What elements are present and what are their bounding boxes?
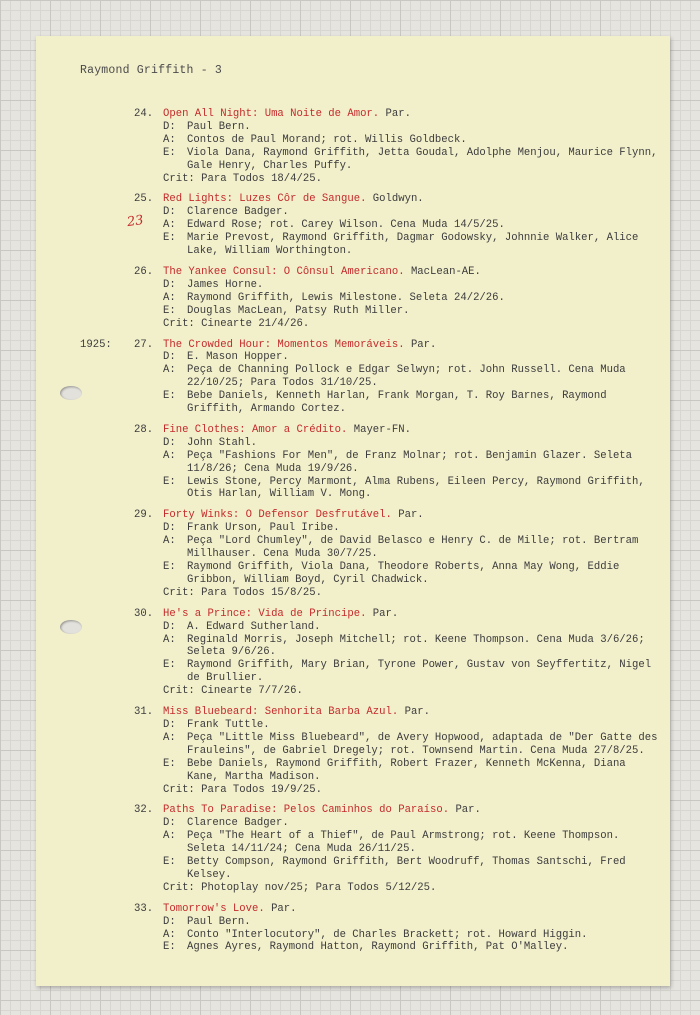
entry-heading: [163, 193, 660, 206]
credit-label: A:: [163, 633, 176, 646]
credit-line: [163, 318, 660, 331]
studio: Par.: [410, 338, 437, 351]
entry-heading: [163, 424, 660, 437]
credit-label: D:: [163, 915, 176, 928]
credit-label: A:: [163, 731, 176, 744]
credit-label: A:: [163, 219, 176, 232]
credit-label: D:: [163, 436, 176, 449]
credit-text: Frank Urson, Paul Iribe.: [187, 522, 340, 535]
credit-line: [163, 941, 660, 954]
credit-line: [163, 659, 660, 685]
entry-heading: [163, 509, 660, 522]
credit-text: Conto "Interlocutory", de Charles Brackett; rot. Howard Higgin.: [187, 928, 588, 941]
credit-line: [163, 587, 660, 600]
page-header: Raymond Griffith - 3: [80, 64, 223, 77]
studio: Mayer-FN.: [353, 423, 411, 436]
studio: Par.: [398, 509, 424, 522]
credit-label: A:: [163, 291, 176, 304]
entry-number: 27.: [134, 338, 154, 351]
credit-label: D:: [163, 620, 176, 633]
film-title: Forty Winks: O Defensor Desfrutável.: [163, 509, 392, 522]
filmography-list: [36, 108, 670, 962]
credit-label: D:: [163, 120, 176, 133]
credit-line: [163, 784, 660, 797]
entry-heading: [163, 108, 660, 121]
entry-number: 33.: [134, 902, 154, 915]
credit-line: [163, 134, 660, 147]
credit-text: Raymond Griffith, Lewis Milestone. Seleta 24/2/26.: [187, 291, 505, 304]
credit-label: D:: [163, 351, 176, 364]
credit-line: [163, 206, 660, 219]
credit-line: [163, 450, 660, 476]
film-entry: [36, 108, 670, 185]
entry-number: 30.: [134, 607, 154, 620]
studio: Par.: [455, 804, 481, 817]
credit-label: E:: [163, 856, 176, 869]
credit-line: [163, 621, 660, 634]
credit-text: E. Mason Hopper.: [187, 351, 289, 364]
credit-line: [163, 719, 660, 732]
film-entry: [36, 608, 670, 698]
entry-number: 26.: [134, 265, 154, 278]
credit-line: [163, 351, 660, 364]
credit-text: Crit: Para Todos 18/4/25.: [163, 172, 322, 185]
handwritten-margin-note: 23: [126, 212, 145, 231]
credit-text: Crit: Cinearte 21/4/26.: [163, 317, 310, 330]
credit-line: [163, 929, 660, 942]
entry-heading: [163, 804, 660, 817]
credit-label: A:: [163, 449, 176, 462]
film-title: Fine Clothes: Amor a Crédito.: [163, 423, 348, 436]
entry-number: 24.: [134, 108, 154, 120]
film-entry: [36, 509, 670, 599]
credit-text: Peça "The Heart of a Thief", de Paul Armstrong; rot. Keene Thompson. Seleta 14/11/24; Cena Muda 26/11/25.: [187, 830, 620, 856]
credit-text: Raymond Griffith, Viola Dana, Theodore Roberts, Anna May Wong, Eddie Gribbon, William Boyd, Cyril Chadwick.: [187, 561, 620, 586]
credit-line: [163, 561, 660, 587]
film-title: Tomorrow's Love.: [163, 902, 265, 915]
credit-label: D:: [163, 278, 176, 291]
credit-line: [163, 147, 660, 173]
credit-line: [163, 305, 660, 318]
credit-text: Crit: Cinearte 7/7/26.: [163, 685, 303, 698]
film-title: Red Lights: Luzes Côr de Sangue.: [163, 193, 367, 206]
credit-line: [163, 535, 660, 561]
credit-label: E:: [163, 304, 176, 317]
entry-year: 1925:: [80, 338, 112, 351]
credit-label: A:: [163, 133, 176, 146]
credit-text: Peça "Little Miss Bluebeard", de Avery Hopwood, adaptada de "Der Gatte des Frauleins", de Gabriel Dregely; rot. Townsend Martin. Cena Muda 27/8/25.: [187, 731, 658, 757]
credit-label: E:: [163, 390, 176, 403]
entry-heading: [163, 903, 660, 916]
credit-text: Paul Bern.: [187, 915, 251, 928]
credit-label: A:: [163, 364, 176, 377]
film-title: Open All Night: Uma Noite de Amor.: [163, 108, 380, 120]
credit-text: Viola Dana, Raymond Griffith, Jetta Goudal, Adolphe Menjou, Maurice Flynn, Gale Henry, Charles Puffy.: [187, 146, 658, 172]
entry-number: 28.: [134, 423, 154, 436]
credit-line: [163, 830, 660, 856]
credit-label: E:: [163, 232, 176, 245]
credit-line: [163, 219, 660, 232]
film-title: The Crowded Hour: Momentos Memoráveis.: [163, 338, 405, 351]
credit-line: [163, 476, 660, 502]
credit-text: Peça de Channing Pollock e Edgar Selwyn; rot. John Russell. Cena Muda 22/10/25; Para Todos 31/10/25.: [187, 364, 626, 390]
credit-label: E:: [163, 659, 176, 672]
entry-heading: [163, 608, 660, 621]
film-title: Paths To Paradise: Pelos Caminhos do Paraíso.: [163, 804, 450, 817]
credit-line: [163, 437, 660, 450]
credit-label: E:: [163, 757, 176, 770]
entry-number: 29.: [134, 509, 154, 522]
credit-text: Edward Rose; rot. Carey Wilson. Cena Muda 14/5/25.: [187, 219, 505, 232]
credit-line: [163, 634, 660, 660]
film-entry: [36, 706, 670, 796]
credit-text: Clarence Badger.: [187, 206, 289, 219]
film-title: The Yankee Consul: O Cônsul Americano.: [163, 265, 405, 278]
credit-line: [163, 685, 660, 698]
film-title: He's a Prince: Vida de Príncipe.: [163, 607, 367, 620]
credit-label: A:: [163, 535, 176, 548]
credit-text: Peça "Fashions For Men", de Franz Molnar; rot. Benjamin Glazer. Seleta 11/8/26; Cena Muda 19/9/26.: [187, 449, 633, 475]
film-entry: [36, 266, 670, 331]
typed-page: [36, 36, 670, 986]
credit-label: E:: [163, 146, 176, 159]
studio: MacLean-AE.: [410, 265, 481, 278]
credit-text: Bebe Daniels, Kenneth Harlan, Frank Morgan, T. Roy Barnes, Raymond Griffith, Armando Cortez.: [187, 390, 607, 416]
credit-text: Crit: Para Todos 19/9/25.: [163, 783, 322, 796]
credit-text: Paul Bern.: [187, 120, 251, 133]
credit-line: [163, 916, 660, 929]
credit-label: A:: [163, 928, 176, 941]
entry-number: 25.: [134, 193, 154, 206]
studio: Par.: [271, 902, 297, 915]
entry-heading: [163, 266, 660, 279]
credit-line: [163, 279, 660, 292]
entry-heading: [163, 339, 660, 352]
credit-line: [163, 732, 660, 758]
credit-label: E:: [163, 561, 176, 573]
credit-text: Betty Compson, Raymond Griffith, Bert Woodruff, Thomas Santschi, Fred Kelsey.: [187, 856, 626, 881]
credit-line: [163, 173, 660, 186]
film-title: Miss Bluebeard: Senhorita Barba Azul.: [163, 706, 399, 719]
studio: Par.: [372, 607, 399, 620]
credit-line: [163, 817, 660, 830]
credit-text: A. Edward Sutherland.: [187, 620, 321, 633]
entry-heading: [163, 706, 660, 719]
credit-text: Bebe Daniels, Raymond Griffith, Robert Frazer, Kenneth McKenna, Diana Kane, Martha Madison.: [187, 757, 626, 783]
credit-text: John Stahl.: [187, 436, 257, 449]
credit-line: [163, 856, 660, 882]
credit-text: Lewis Stone, Percy Marmont, Alma Rubens, Eileen Percy, Raymond Griffith, Otis Harlan, William V. Mong.: [187, 475, 645, 501]
credit-text: Marie Prevost, Raymond Griffith, Dagmar Godowsky, Johnnie Walker, Alice Lake, William Worthington.: [187, 232, 639, 258]
credit-text: Frank Tuttle.: [187, 718, 270, 731]
film-entry: [36, 339, 670, 416]
studio: Par.: [385, 108, 411, 120]
film-entry: [36, 193, 670, 258]
credit-text: Clarence Badger.: [187, 817, 289, 830]
studio: Par.: [404, 706, 431, 719]
credit-text: Raymond Griffith, Mary Brian, Tyrone Power, Gustav von Seyffertitz, Nigel de Brullier.: [187, 659, 652, 685]
credit-label: D:: [163, 817, 176, 830]
credit-label: E:: [163, 475, 176, 488]
studio: Goldwyn.: [372, 193, 424, 206]
credit-label: A:: [163, 830, 176, 843]
credit-text: Reginald Morris, Joseph Mitchell; rot. Keene Thompson. Cena Muda 3/6/26; Seleta 9/6/26.: [187, 633, 645, 659]
credit-line: [163, 522, 660, 535]
credit-line: [163, 292, 660, 305]
credit-text: Peça "Lord Chumley", de David Belasco e Henry C. de Mille; rot. Bertram Millhauser. Cena Muda 30/7/25.: [187, 535, 639, 561]
film-entry: [36, 424, 670, 501]
credit-line: [163, 390, 660, 416]
credit-text: James Horne.: [187, 278, 264, 291]
credit-label: D:: [163, 718, 176, 731]
credit-label: D:: [163, 206, 176, 219]
credit-label: D:: [163, 522, 176, 535]
film-entry: [36, 903, 670, 955]
credit-label: E:: [163, 941, 176, 954]
credit-line: [163, 121, 660, 134]
film-entry: [36, 804, 670, 894]
credit-text: Agnes Ayres, Raymond Hatton, Raymond Griffith, Pat O'Malley.: [187, 941, 569, 954]
credit-line: [163, 882, 660, 895]
credit-text: Contos de Paul Morand; rot. Willis Goldbeck.: [187, 133, 467, 146]
credit-text: Crit: Para Todos 15/8/25.: [163, 586, 322, 599]
entry-number: 31.: [134, 706, 154, 719]
credit-text: Douglas MacLean, Patsy Ruth Miller.: [187, 304, 410, 317]
credit-text: Crit: Photoplay nov/25; Para Todos 5/12/25.: [163, 881, 437, 894]
entry-number: 32.: [134, 804, 154, 817]
credit-line: [163, 364, 660, 390]
credit-line: [163, 758, 660, 784]
credit-line: [163, 232, 660, 258]
